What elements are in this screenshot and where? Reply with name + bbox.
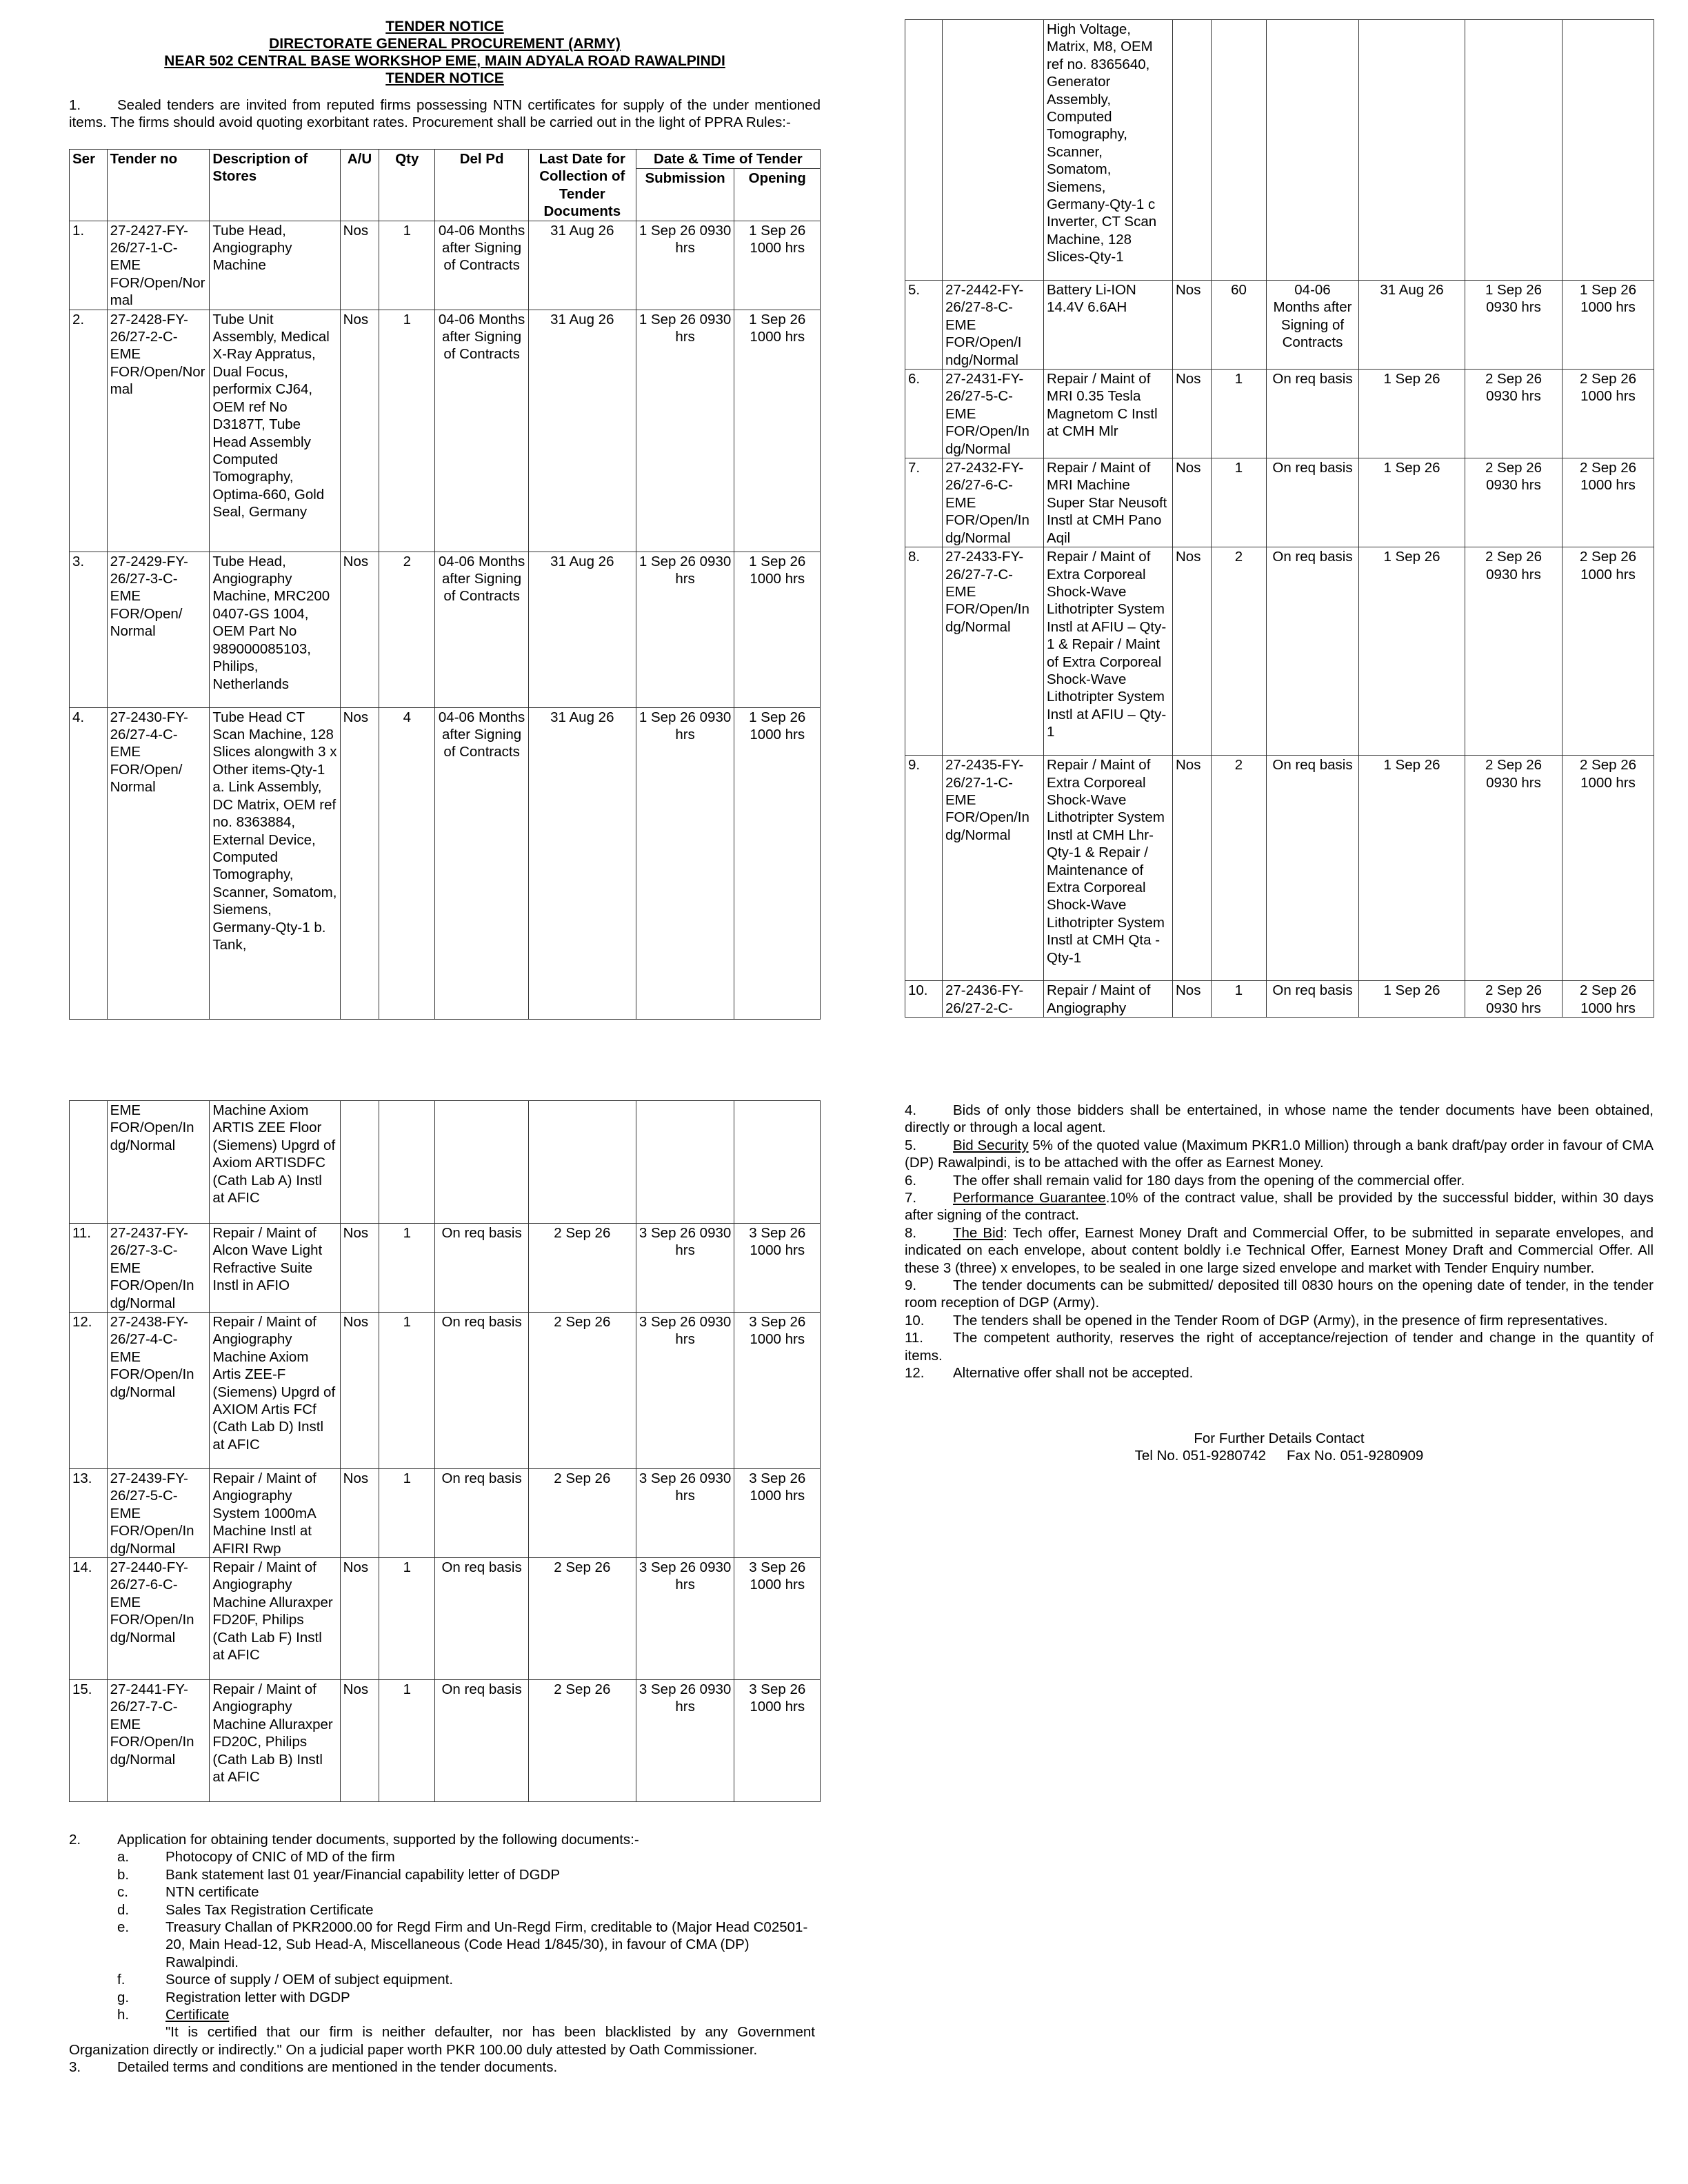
notice-subtitle: TENDER NOTICE: [385, 70, 504, 86]
cell-description: High Voltage, Matrix, M8, OEM ref no. 8365640, Generator Assembly, Computed Tomography, Scanner, Somatom, Siemens, Germany-Qty-1 c Inverter, CT Scan Machine, 128 Slices-Qty-1: [1044, 20, 1173, 281]
cell-au: Nos: [1173, 458, 1212, 547]
list-item: [117, 1866, 815, 1883]
cell-submission: 2 Sep 26 0930 hrs: [1465, 981, 1563, 1018]
list-item-letter: d.: [117, 1901, 130, 1918]
cell-qty: 1: [379, 1469, 435, 1558]
cell-last-date: 2 Sep 26: [528, 1558, 636, 1680]
table-row: [70, 221, 821, 310]
documents-list: [69, 1848, 815, 2023]
cell-tender-no: 27-2428-FY-26/27-2-C-EME FOR/Open/Normal: [107, 310, 210, 552]
term-text: Alternative offer shall not be accepted.: [953, 1365, 1194, 1382]
cell-last-date: 2 Sep 26: [528, 1680, 636, 1802]
certificate-statement: "It is certified that our firm is neither defaulter, nor has been blacklisted by any Government Organization directly or indirectly." On a judicial paper worth PKR 100.00 duly attested by Oath Commissioner.: [69, 2024, 815, 2058]
list-item-text: Treasury Challan of PKR2000.00 for Regd Firm and Un-Regd Firm, creditable to (Major Head C02501-20, Main Head-12, Sub Head-A, Miscellaneous (Code Head 1/845/30), in favour of CMA (DP) Rawalpindi.: [165, 1919, 808, 1970]
cell-tender-no: 27-2429-FY-26/27-3-C-EME FOR/Open/ Normal: [107, 552, 210, 707]
cell-opening: 1 Sep 26 1000 hrs: [734, 552, 821, 707]
list-item: [117, 1971, 815, 1988]
cell-submission: 3 Sep 26 0930 hrs: [636, 1313, 734, 1469]
cell-del-pd: 04-06 Months after Signing of Contracts: [435, 310, 529, 552]
term-text: The offer shall remain valid for 180 days from the opening of the commercial offer.: [953, 1172, 1465, 1189]
header-last-date: Last Date for Collection of Tender Documents: [528, 150, 636, 221]
header-qty: Qty: [379, 150, 435, 221]
cell-au: Nos: [1173, 281, 1212, 370]
cell-ser: 7.: [905, 458, 943, 547]
cell-last-date: 1 Sep 26: [1359, 370, 1465, 458]
cell-description: Repair / Maint of Angiography Machine Alluraxper FD20F, Philips (Cath Lab F) Instl at AFIC: [210, 1558, 340, 1680]
table-row: [70, 1101, 821, 1224]
cell-tender-no: 27-2431-FY-26/27-5-C-EME FOR/Open/In dg/Normal: [943, 370, 1044, 458]
cell-ser: 10.: [905, 981, 943, 1018]
cell-opening: [1563, 20, 1654, 281]
cell-description: Repair / Maint of Angiography: [1044, 981, 1173, 1018]
cell-submission: 3 Sep 26 0930 hrs: [636, 1469, 734, 1558]
cell-submission: 1 Sep 26 0930 hrs: [1465, 281, 1563, 370]
list-item: [117, 1919, 815, 1971]
list-item: [117, 2006, 815, 2023]
cell-del-pd: On req basis: [435, 1469, 529, 1558]
cell-description: Battery Li-ION 14.4V 6.6AH: [1044, 281, 1173, 370]
cell-ser: 4.: [70, 707, 108, 1019]
cell-qty: 2: [1212, 547, 1267, 756]
table-row: [70, 1313, 821, 1469]
cell-last-date: 2 Sep 26: [528, 1469, 636, 1558]
cell-del-pd: [435, 1101, 529, 1224]
term-title: The Bid: [953, 1224, 1004, 1241]
cell-opening: 3 Sep 26 1000 hrs: [734, 1469, 821, 1558]
cell-opening: 3 Sep 26 1000 hrs: [734, 1313, 821, 1469]
tel-number: Tel No. 051-9280742: [1134, 1448, 1267, 1464]
list-item-text: Source of supply / OEM of subject equipment.: [165, 1972, 454, 1988]
cell-del-pd: On req basis: [435, 1224, 529, 1313]
cell-tender-no: [943, 20, 1044, 281]
cell-tender-no: 27-2437-FY-26/27-3-C-EME FOR/Open/In dg/Normal: [107, 1224, 210, 1313]
cell-ser: 8.: [905, 547, 943, 756]
cell-qty: 1: [1212, 981, 1267, 1018]
term-number: 4.: [905, 1102, 917, 1118]
cell-au: Nos: [340, 221, 379, 310]
cell-submission: 2 Sep 26 0930 hrs: [1465, 756, 1563, 981]
term-title: Performance Guarantee: [953, 1190, 1106, 1206]
cell-opening: 1 Sep 26 1000 hrs: [1563, 281, 1654, 370]
cell-opening: 2 Sep 26 1000 hrs: [1563, 458, 1654, 547]
section-2-heading: [69, 1831, 815, 1848]
cell-description: Tube Head CT Scan Machine, 128 Slices alongwith 3 x Other items-Qty-1 a. Link Assembly, DC Matrix, OEM ref no. 8363884, External Device, Computed Tomography, Scanner, Somatom, Siemens, Germany-Qty-1 b. Tank,: [210, 707, 340, 1019]
cell-description: Tube Head, Angiography Machine: [210, 221, 340, 310]
term-4: [905, 1102, 1654, 1137]
cell-del-pd: On req basis: [435, 1558, 529, 1680]
cell-submission: 1 Sep 26 0930 hrs: [636, 707, 734, 1019]
intro-number: 1.: [69, 97, 81, 113]
cell-last-date: 31 Aug 26: [528, 552, 636, 707]
cell-ser: 5.: [905, 281, 943, 370]
cell-submission: 1 Sep 26 0930 hrs: [636, 221, 734, 310]
cell-tender-no: 27-2435-FY-26/27-1-C-EME FOR/Open/In dg/Normal: [943, 756, 1044, 981]
cell-qty: 1: [379, 1224, 435, 1313]
cell-del-pd: On req basis: [435, 1680, 529, 1802]
cell-au: Nos: [1173, 547, 1212, 756]
header-ser: Ser: [70, 150, 108, 221]
list-item: [117, 1848, 815, 1866]
cell-au: Nos: [340, 1680, 379, 1802]
cell-opening: 1 Sep 26 1000 hrs: [734, 310, 821, 552]
tender-table-part-3: [69, 1100, 821, 1802]
cell-description: Repair / Maint of Angiography Machine Axiom Artis ZEE-F (Siemens) Upgrd of AXIOM Artis FCf (Cath Lab D) Instl at AFIC: [210, 1313, 340, 1469]
cell-ser: 9.: [905, 756, 943, 981]
term-7: [905, 1189, 1654, 1224]
cell-opening: 2 Sep 26 1000 hrs: [1563, 981, 1654, 1018]
cell-qty: 1: [379, 310, 435, 552]
list-item-text: Sales Tax Registration Certificate: [165, 1901, 374, 1918]
cell-description: Tube Unit Assembly, Medical X-Ray Appratus, Dual Focus, performix CJ64, OEM ref No D3187T, Tube Head Assembly Computed Tomography, Optima-660, Gold Seal, Germany: [210, 310, 340, 552]
cell-del-pd: 04-06 Months after Signing of Contracts: [435, 552, 529, 707]
cell-au: Nos: [340, 1313, 379, 1469]
intro-paragraph: [69, 97, 821, 132]
fax-number: Fax No. 051-9280909: [1287, 1448, 1424, 1464]
header-tender-no: Tender no: [107, 150, 210, 221]
table-row: [70, 1224, 821, 1313]
term-number: 11.: [905, 1330, 923, 1346]
cell-au: Nos: [340, 1224, 379, 1313]
cell-submission: [636, 1101, 734, 1224]
cell-del-pd: On req basis: [1267, 981, 1359, 1018]
cell-del-pd: On req basis: [1267, 547, 1359, 756]
header-del-pd: Del Pd: [435, 150, 529, 221]
list-item-text: NTN certificate: [165, 1884, 259, 1901]
cell-last-date: [528, 1101, 636, 1224]
cell-au: Nos: [1173, 756, 1212, 981]
cell-au: [340, 1101, 379, 1224]
term-8: [905, 1224, 1654, 1277]
cell-submission: 3 Sep 26 0930 hrs: [636, 1224, 734, 1313]
term-text: .10% of the contract value, shall be provided by the successful bidder, within 30 days after signing of the contract.: [905, 1190, 1654, 1224]
cell-qty: 1: [379, 1680, 435, 1802]
directorate-title: DIRECTORATE GENERAL PROCUREMENT (ARMY): [269, 36, 621, 52]
list-item-letter: f.: [117, 1972, 125, 1988]
address-title: NEAR 502 CENTRAL BASE WORKSHOP EME, MAIN ADYALA ROAD RAWALPINDI: [164, 53, 725, 69]
term-number: 5.: [905, 1137, 917, 1153]
certificate-text: [69, 2023, 815, 2059]
term-text: The tenders shall be opened in the Tender Room of DGP (Army), in the presence of firm representatives.: [953, 1312, 1608, 1328]
cell-last-date: [1359, 20, 1465, 281]
cell-qty: [379, 1101, 435, 1224]
cell-description: Tube Head, Angiography Machine, MRC200 0407-GS 1004, OEM Part No 989000085103, Philips, Netherlands: [210, 552, 340, 707]
cell-tender-no: 27-2430-FY-26/27-4-C-EME FOR/Open/ Normal: [107, 707, 210, 1019]
table-row: [905, 756, 1654, 981]
term-number: 6.: [905, 1172, 917, 1189]
cell-opening: 3 Sep 26 1000 hrs: [734, 1558, 821, 1680]
cell-ser: 3.: [70, 552, 108, 707]
list-item-text: Registration letter with DGDP: [165, 1989, 350, 2005]
term-number: 9.: [905, 1277, 917, 1294]
term-text: The tender documents can be submitted/ deposited till 0830 hours on the opening date of tender, in the tender room reception of DGP (Army).: [905, 1277, 1654, 1311]
cell-del-pd: On req basis: [435, 1313, 529, 1469]
cell-ser: [905, 20, 943, 281]
cell-qty: [1212, 20, 1267, 281]
certificate-title: Certificate: [165, 2007, 230, 2023]
list-item-letter: b.: [117, 1866, 130, 1883]
term-number: 10.: [905, 1312, 925, 1328]
cell-qty: 1: [379, 1558, 435, 1680]
list-item: [117, 1883, 815, 1901]
cell-del-pd: 04-06 Months after Signing of Contracts: [435, 707, 529, 1019]
cell-submission: 2 Sep 26 0930 hrs: [1465, 547, 1563, 756]
cell-description: Repair / Maint of Angiography System 1000mA Machine Instl at AFIRI Rwp: [210, 1469, 340, 1558]
table-row: [905, 370, 1654, 458]
cell-last-date: 2 Sep 26: [528, 1224, 636, 1313]
cell-qty: 1: [379, 221, 435, 310]
cell-ser: [70, 1101, 108, 1224]
terms-section: [905, 1102, 1654, 1382]
term-5: [905, 1137, 1654, 1172]
cell-del-pd: 04-06 Months after Signing of Contracts: [435, 221, 529, 310]
cell-tender-no: 27-2438-FY-26/27-4-C-EME FOR/Open/In dg/Normal: [107, 1313, 210, 1469]
cell-opening: [734, 1101, 821, 1224]
cell-qty: 1: [1212, 370, 1267, 458]
term-12: [905, 1364, 1654, 1382]
cell-opening: 1 Sep 26 1000 hrs: [734, 221, 821, 310]
cell-ser: 6.: [905, 370, 943, 458]
cell-del-pd: [1267, 20, 1359, 281]
cell-tender-no: 27-2442-FY-26/27-8-C-EME FOR/Open/I ndg/Normal: [943, 281, 1044, 370]
table-row: [70, 310, 821, 552]
cell-qty: 4: [379, 707, 435, 1019]
cell-tender-no: 27-2439-FY-26/27-5-C-EME FOR/Open/In dg/Normal: [107, 1469, 210, 1558]
cell-last-date: 31 Aug 26: [1359, 281, 1465, 370]
cell-ser: 1.: [70, 221, 108, 310]
cell-del-pd: On req basis: [1267, 756, 1359, 981]
term-text: The competent authority, reserves the right of acceptance/rejection of tender and change in the quantity of items.: [905, 1330, 1654, 1364]
table-row: [905, 281, 1654, 370]
cell-tender-no: 27-2432-FY-26/27-6-C-EME FOR/Open/In dg/Normal: [943, 458, 1044, 547]
cell-last-date: 31 Aug 26: [528, 707, 636, 1019]
table-row: [905, 458, 1654, 547]
cell-last-date: 2 Sep 26: [528, 1313, 636, 1469]
cell-opening: 3 Sep 26 1000 hrs: [734, 1224, 821, 1313]
cell-ser: 14.: [70, 1558, 108, 1680]
cell-au: Nos: [1173, 370, 1212, 458]
cell-qty: 60: [1212, 281, 1267, 370]
cell-last-date: 31 Aug 26: [528, 310, 636, 552]
cell-tender-no: 27-2441-FY-26/27-7-C-EME FOR/Open/In dg/Normal: [107, 1680, 210, 1802]
cell-description: Repair / Maint of Angiography Machine Alluraxper FD20C, Philips (Cath Lab B) Instl at AFIC: [210, 1680, 340, 1802]
cell-tender-no: EME FOR/Open/In dg/Normal: [107, 1101, 210, 1224]
list-item-text: Bank statement last 01 year/Financial capability letter of DGDP: [165, 1866, 560, 1883]
cell-tender-no: 27-2440-FY-26/27-6-C-EME FOR/Open/In dg/Normal: [107, 1558, 210, 1680]
cell-opening: 2 Sep 26 1000 hrs: [1563, 756, 1654, 981]
term-text: Bids of only those bidders shall be entertained, in whose name the tender documents have been obtained, directly or through a local agent.: [905, 1102, 1654, 1136]
notice-title: TENDER NOTICE: [385, 19, 504, 34]
cell-last-date: 1 Sep 26: [1359, 547, 1465, 756]
table-row: [905, 20, 1654, 281]
term-text: 5% of the quoted value (Maximum PKR1.0 Million) through a bank draft/pay order in favour of CMA (DP) Rawalpindi, is to be attached with the offer as Earnest Money.: [905, 1137, 1654, 1171]
cell-submission: [1465, 20, 1563, 281]
cell-ser: 13.: [70, 1469, 108, 1558]
term-text: : Tech offer, Earnest Money Draft and Commercial Offer, to be submitted in separate envelopes, and indicated on each envelope, about content boldly i.e Technical Offer, Earnest Money Draft and Commercial Offer. All these 3 (three) x envelopes, to be sealed in one large sized envelope and market with Tender Enquiry number.: [905, 1224, 1654, 1276]
contact-numbers: [905, 1447, 1654, 1464]
cell-qty: 2: [1212, 756, 1267, 981]
list-item-letter: a.: [117, 1849, 130, 1866]
cell-ser: 2.: [70, 310, 108, 552]
header-opening: Opening: [734, 169, 821, 221]
cell-tender-no: 27-2436-FY-26/27-2-C-: [943, 981, 1044, 1018]
contact-block: [905, 1430, 1654, 1465]
cell-submission: 1 Sep 26 0930 hrs: [636, 552, 734, 707]
list-item: [117, 1901, 815, 1919]
header-date-time: Date & Time of Tender: [636, 150, 820, 169]
section-3-number: 3.: [69, 2059, 81, 2076]
term-title: Bid Security: [953, 1137, 1029, 1153]
term-9: [905, 1277, 1654, 1312]
cell-opening: 2 Sep 26 1000 hrs: [1563, 547, 1654, 756]
section-3-text: Detailed terms and conditions are mentioned in the tender documents.: [117, 2059, 558, 2076]
cell-last-date: 1 Sep 26: [1359, 981, 1465, 1018]
cell-submission: 2 Sep 26 0930 hrs: [1465, 370, 1563, 458]
table-row: [70, 1680, 821, 1802]
term-11: [905, 1329, 1654, 1364]
tender-table-part-2: [905, 19, 1654, 1018]
cell-description: Repair / Maint of Extra Corporeal Shock-Wave Lithotripter System Instl at CMH Lhr-Qty-1 & Repair / Maintenance of Extra Corporeal Shock-Wave Lithotripter System Instl at CMH Qta -Qty-1: [1044, 756, 1173, 981]
cell-au: Nos: [340, 310, 379, 552]
term-6: [905, 1172, 1654, 1189]
section-3: [69, 2059, 815, 2076]
section-2-number: 2.: [69, 1832, 81, 1848]
table-row: [905, 981, 1654, 1018]
cell-au: Nos: [340, 1558, 379, 1680]
section-2-text: Application for obtaining tender documents, supported by the following documents:-: [117, 1832, 639, 1848]
list-item-text: Photocopy of CNIC of MD of the firm: [165, 1849, 395, 1866]
header-submission: Submission: [636, 169, 734, 221]
list-item: [117, 1989, 815, 2006]
documents-section: [69, 1831, 815, 2076]
cell-tender-no: 27-2427-FY-26/27-1-C-EME FOR/Open/Normal: [107, 221, 210, 310]
cell-last-date: 31 Aug 26: [528, 221, 636, 310]
cell-au: Nos: [1173, 981, 1212, 1018]
table-row: [905, 547, 1654, 756]
cell-description: Repair / Maint of MRI Machine Super Star Neusoft Instl at CMH Pano Aqil: [1044, 458, 1173, 547]
list-item-letter: e.: [117, 1919, 130, 1936]
cell-tender-no: 27-2433-FY-26/27-7-C-EME FOR/Open/In dg/Normal: [943, 547, 1044, 756]
header-description: Description of Stores: [210, 150, 340, 221]
cell-ser: 12.: [70, 1313, 108, 1469]
list-item-letter: c.: [117, 1884, 128, 1901]
term-10: [905, 1312, 1654, 1329]
cell-au: Nos: [340, 1469, 379, 1558]
contact-heading: For Further Details Contact: [1194, 1430, 1365, 1446]
cell-del-pd: On req basis: [1267, 458, 1359, 547]
cell-description: Machine Axiom ARTIS ZEE Floor (Siemens) Upgrd of Axiom ARTISDFC (Cath Lab A) Instl at AFIC: [210, 1101, 340, 1224]
list-item-letter: g.: [117, 1989, 130, 2005]
cell-ser: 15.: [70, 1680, 108, 1802]
intro-text: Sealed tenders are invited from reputed firms possessing NTN certificates for supply of the under mentioned items. The firms should avoid quoting exorbitant rates. Procurement shall be carried out in the light of PPRA Rules:-: [69, 97, 821, 131]
cell-submission: 3 Sep 26 0930 hrs: [636, 1558, 734, 1680]
cell-au: Nos: [340, 707, 379, 1019]
header-block: [69, 18, 821, 87]
table-row: [70, 1558, 821, 1680]
cell-submission: 2 Sep 26 0930 hrs: [1465, 458, 1563, 547]
cell-qty: 2: [379, 552, 435, 707]
cell-au: Nos: [340, 552, 379, 707]
cell-opening: 2 Sep 26 1000 hrs: [1563, 370, 1654, 458]
cell-qty: 1: [1212, 458, 1267, 547]
cell-del-pd: On req basis: [1267, 370, 1359, 458]
cell-opening: 3 Sep 26 1000 hrs: [734, 1680, 821, 1802]
cell-description: Repair / Maint of Alcon Wave Light Refractive Suite Instl in AFIO: [210, 1224, 340, 1313]
header-au: A/U: [340, 150, 379, 221]
cell-submission: 3 Sep 26 0930 hrs: [636, 1680, 734, 1802]
cell-description: Repair / Maint of Extra Corporeal Shock-Wave Lithotripter System Instl at AFIU – Qty-1 & Repair / Maint of Extra Corporeal Shock-Wave Lithotripter System Instl at AFIU – Qty-1: [1044, 547, 1173, 756]
cell-au: [1173, 20, 1212, 281]
cell-description: Repair / Maint of MRI 0.35 Tesla Magnetom C Instl at CMH Mlr: [1044, 370, 1173, 458]
cell-ser: 11.: [70, 1224, 108, 1313]
table-row: [70, 1469, 821, 1558]
cell-opening: 1 Sep 26 1000 hrs: [734, 707, 821, 1019]
cell-last-date: 1 Sep 26: [1359, 458, 1465, 547]
term-number: 12.: [905, 1365, 925, 1382]
cell-qty: 1: [379, 1313, 435, 1469]
list-item-letter: h.: [117, 2007, 130, 2023]
cell-submission: 1 Sep 26 0930 hrs: [636, 310, 734, 552]
cell-last-date: 1 Sep 26: [1359, 756, 1465, 981]
term-number: 8.: [905, 1224, 917, 1241]
tender-table-part-1: [69, 149, 821, 1020]
table-row: [70, 552, 821, 707]
table-row: [70, 707, 821, 1019]
cell-del-pd: 04-06 Months after Signing of Contracts: [1267, 281, 1359, 370]
term-number: 7.: [905, 1190, 917, 1206]
